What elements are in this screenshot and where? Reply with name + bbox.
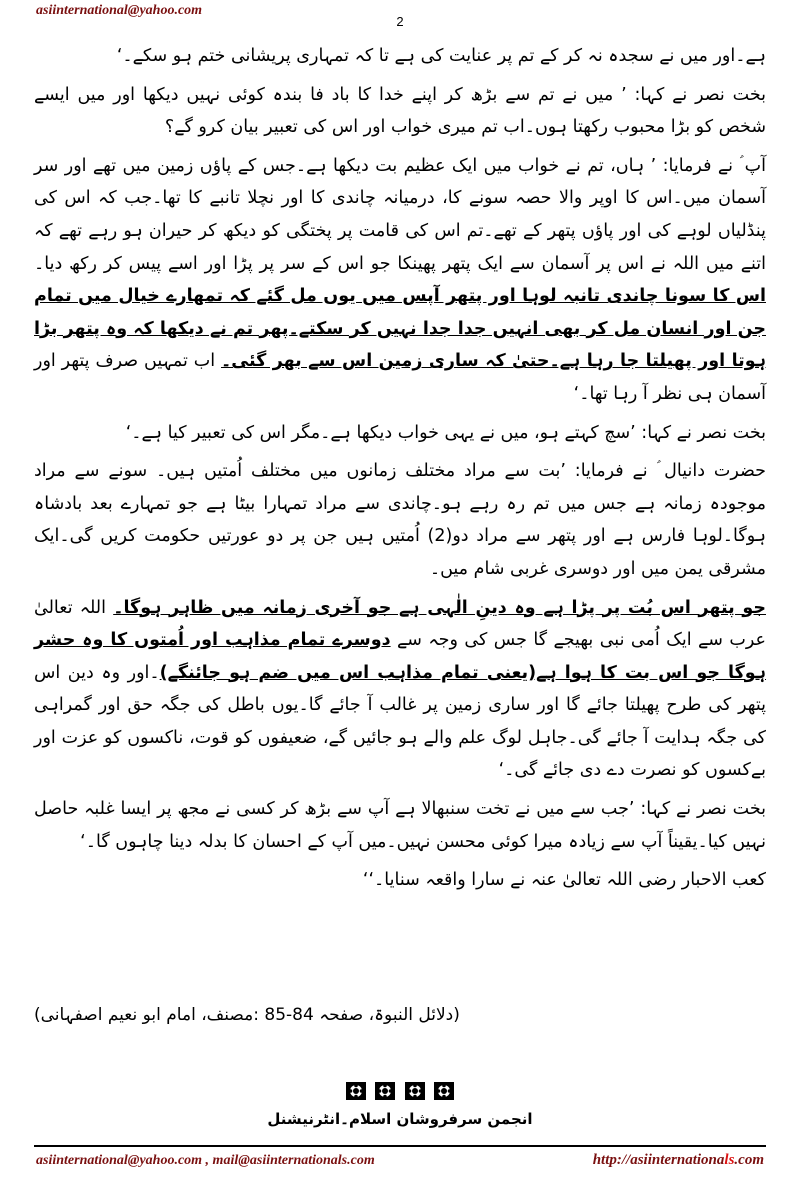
paragraph-6-highlight-1: جو پتھر اس بُت پر پڑا ہے وہ دینِ الٰہی ہے جو آخری زمانہ میں ظاہر ہوگا۔ bbox=[113, 597, 766, 618]
organization-name: انجمن سرفروشان اسلام۔انٹرنیشنل bbox=[267, 1110, 533, 1128]
footer-website-link[interactable] bbox=[593, 1152, 764, 1169]
paragraph-6-part-a: اللہ تعالیٰ عرب سے ایک اُمی نبی بھیجے گا جس کی وجہ سے bbox=[34, 597, 766, 651]
citation: (دلائل النبوۃ، صفحہ 84-85 :مصنف، امام ابو نعیم اصفہانی) bbox=[34, 1005, 460, 1025]
footer-url-part-1: http://asiinternationa bbox=[592, 1152, 725, 1168]
paragraph-4: بخت نصر نے کہا: ’سچ کہتے ہو، میں نے یہی خواب دیکھا ہے۔مگر اس کی تعبیر کیا ہے۔‘ bbox=[125, 422, 766, 443]
flower-ornament-icon bbox=[404, 1081, 426, 1101]
flower-ornament-icon bbox=[374, 1081, 396, 1101]
footer-url-part-3: .com bbox=[734, 1152, 764, 1168]
footer-emails[interactable]: asiinternational@yahoo.com , mail@asiinternationals.com bbox=[36, 1153, 375, 1168]
paragraph-3-highlight: اس کا سونا چاندی تانبہ لوہا اور پتھر آپس میں یوں مل گئے کہ تمھارے خیال میں تمام جن اور انسان مل کر بھی انہیں جدا جدا نہیں کر سکتے۔پھر تم نے دیکھا کہ وہ پتھر بڑا ہوتا اور پھیلتا جا رہا ہے۔حتیٰ کہ ساری زمین اس سے بھر گئی۔ bbox=[34, 286, 766, 372]
paragraph-1: ہے۔اور میں نے سجدہ نہ کر کے تم پر عنایت کی ہے تا کہ تمہاری پریشانی ختم ہو سکے۔‘ bbox=[116, 46, 766, 66]
paragraph-8: کعب الاحبار رضی اللہ تعالیٰ عنہ نے سارا واقعہ سنایا۔‘‘ bbox=[362, 870, 766, 891]
flower-ornament-icon bbox=[433, 1081, 455, 1101]
flower-ornament-icon bbox=[345, 1081, 367, 1101]
paragraph-6-part-b: ۔اور وہ دین اس پتھر کی طرح پھیلتا جائے گا اور ساری زمین پر غالب آ جائے گا۔یوں باطل کی جگہ حق اور گمراہی کی جگہ ہدایت آ جائے گی۔جاہل لوگ علم والے ہو جائیں گے، ضعیفوں کو قوت، ناکسوں کو عزت اور بےکسوں کو نصرت دے دی جائے گی۔‘ bbox=[34, 662, 766, 781]
paragraph-2: بخت نصر نے کہا: ’ میں نے تم سے بڑھ کر اپنے خدا کا باد فا بندہ کوئی نہیں دیکھا اور میں ایسے شخص کو بڑا محبوب رکھتا ہوں۔اب تم میری خواب اور اس کی تعبیر بیان کرو گے؟ bbox=[34, 84, 766, 138]
header-email[interactable]: asiinternational@yahoo.com bbox=[36, 3, 203, 18]
document-body bbox=[34, 40, 766, 903]
paragraph-6 bbox=[34, 592, 766, 788]
footer-url-part-2: ls bbox=[724, 1152, 735, 1168]
page-number: 2 bbox=[396, 14, 404, 29]
paragraph-3 bbox=[34, 150, 766, 411]
paragraph-3-part-a: آپ ؑ نے فرمایا: ’ ہاں، تم نے خواب میں ایک عظیم بت دیکھا ہے۔جس کے پاؤں زمین میں تھے اور سر آسمان میں۔اس کا اوپر والا حصہ سونے کا، درمیانہ چاندی کا اور نچلا تانبے کا تھا۔جب کہ اس کی پنڈلیاں لوہے کی اور پاؤں پتھر کے تھے۔تم اس کی قامت پر پختگی کو دیکھ کر حیران ہو رہے تھے کہ اتنے میں اللہ نے اس پر آسمان سے ایک پتھر پھینکا جو اس کے سر پر پڑا اور اسے پیس کر رکھ دیا۔ bbox=[34, 155, 766, 274]
ornament-row bbox=[0, 1080, 800, 1101]
paragraph-3-part-b: اب تمہیں صرف پتھر اور آسمان ہی نظر آ رہا تھا۔‘ bbox=[34, 351, 766, 404]
paragraph-7: بخت نصر نے کہا: ’جب سے میں نے تخت سنبھالا ہے آپ سے بڑھ کر کسی نے مجھ پر ایسا غلبہ حاصل نہیں کیا۔یقیناً آپ سے زیادہ میرا کوئی محسن نہیں۔میں آپ کے احسان کا بدلہ دینا چاہوں گا۔‘ bbox=[34, 799, 766, 852]
paragraph-5: حضرت دانیال ؑ نے فرمایا: ’بت سے مراد مختلف زمانوں میں مختلف اُمتیں ہیں۔ سونے سے مراد موجودہ زمانہ ہے جس میں تم رہ رہے ہو۔چاندی سے مراد تمہارا بیٹا ہے جو تمہارے بعد بادشاہ ہوگا۔لوہا فارس ہے اور پتھر سے مراد دو(2) اُمتیں ہیں جن پر دو عورتیں حکومت کریں گی۔ایک مشرقی یمن میں اور دوسری غربی شام میں۔ bbox=[34, 461, 766, 579]
paragraph-6-highlight-2: دوسرے تمام مذاہب اور اُمتوں کا وہ حشر ہوگا جو اس بت کا ہوا ہے(یعنی تمام مذاہب اس میں ضم ہو جائنگے) bbox=[34, 630, 767, 683]
footer-divider bbox=[34, 1145, 766, 1147]
